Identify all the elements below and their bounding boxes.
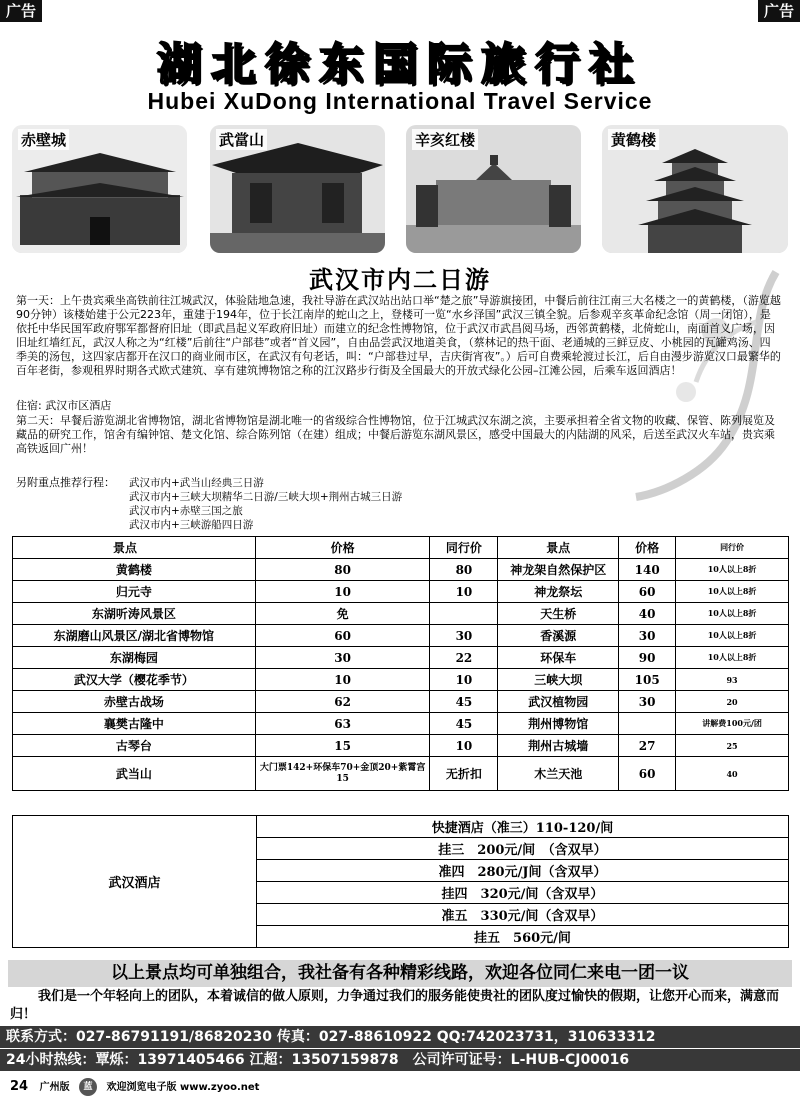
hotel-option: 挂五 560元/间 <box>257 926 789 948</box>
table-cell: 三峡大坝 <box>498 669 619 691</box>
table-cell: 93 <box>676 669 789 691</box>
slogan-band: 以上景点均可单独组合，我社备有各种精彩线路，欢迎各位同仁来电一团一议 <box>8 960 792 987</box>
table-row <box>13 669 789 691</box>
table-cell: 10人以上8折 <box>676 603 789 625</box>
price-table <box>12 536 789 791</box>
header-cell: 价格 <box>619 537 676 559</box>
itinerary-stay: 住宿: 武汉市区酒店 <box>16 399 112 412</box>
header-cell: 同行价 <box>430 537 498 559</box>
table-cell: 古琴台 <box>13 735 256 757</box>
table-cell: 80 <box>255 559 430 581</box>
photo-yellow-crane-tower <box>602 125 788 253</box>
table-cell: 10 <box>430 735 498 757</box>
table-cell: 香溪源 <box>498 625 619 647</box>
table-cell: 10 <box>255 669 430 691</box>
photo-caption: 辛亥红楼 <box>412 129 478 150</box>
photo-xinhai-red-building <box>406 125 581 253</box>
table-cell: 60 <box>619 581 676 603</box>
table-cell: 40 <box>676 757 789 791</box>
table-cell: 10 <box>255 581 430 603</box>
table-cell: 东湖听涛风景区 <box>13 603 256 625</box>
table-cell: 40 <box>619 603 676 625</box>
edition-label: 广州版 <box>39 1082 70 1093</box>
recommend-item: 武汉市内+三峡大坝精华二日游/三峡大坝+荆州古城三日游 <box>129 491 403 503</box>
photo-strip <box>12 125 788 257</box>
table-cell: 大门票142+环保车70+金顶20+紫霄宫15 <box>255 757 430 791</box>
table-row <box>13 647 789 669</box>
ad-label-right: 广告 <box>758 0 800 22</box>
table-cell <box>430 603 498 625</box>
table-row <box>13 735 789 757</box>
page-footer <box>10 1078 259 1097</box>
recommend-item: 武汉市内+武当山经典三日游 <box>129 477 264 489</box>
table-cell: 30 <box>619 625 676 647</box>
table-cell: 30 <box>255 647 430 669</box>
table-cell: 22 <box>430 647 498 669</box>
table-cell: 60 <box>255 625 430 647</box>
hotel-label: 武汉酒店 <box>13 816 257 948</box>
table-cell: 东湖梅园 <box>13 647 256 669</box>
hotel-table <box>12 815 789 948</box>
table-row <box>13 757 789 791</box>
table-row <box>13 559 789 581</box>
table-cell: 30 <box>619 691 676 713</box>
table-cell: 赤壁古战场 <box>13 691 256 713</box>
table-cell: 90 <box>619 647 676 669</box>
table-cell <box>619 713 676 735</box>
hotline-line: 24小时热线：覃烁：13971405466 江超：13507159878 公司许可证号：L-HUB-CJ00016 <box>0 1049 800 1071</box>
table-cell: 襄樊古隆中 <box>13 713 256 735</box>
table-cell: 武汉植物园 <box>498 691 619 713</box>
table-cell: 免 <box>255 603 430 625</box>
table-cell: 讲解费100元/团 <box>676 713 789 735</box>
table-cell: 140 <box>619 559 676 581</box>
table-cell: 荆州博物馆 <box>498 713 619 735</box>
header-cell: 同行价 <box>676 537 789 559</box>
table-cell: 10 <box>430 669 498 691</box>
photo-chibi-city <box>12 125 187 253</box>
table-cell: 25 <box>676 735 789 757</box>
hotel-option: 准四 280元/J间（含双早） <box>257 860 789 882</box>
table-cell: 神龙架自然保护区 <box>498 559 619 581</box>
ad-label-left: 广告 <box>0 0 42 22</box>
itinerary-day1: 第一天：上午贵宾乘坐高铁前往江城武汉，体验陆地急速，我社导游在武汉站出站口举“楚之旅”导游旗接团，中餐后前往江南三大名楼之一的黄鹤楼，（游览越90分钟）该楼始建于公元223年，重建于194年，位于长江南岸的蛇山之上，登楼可一览“水乡泽国”武汉三镇全貌。后参观辛亥革命纪念馆（周一闭馆），是依托中华民国军政府鄂军都督府旧址（即武昌起义军政府旧址）而建立的纪念性博物馆，位于武汉市武昌阅马场，西邻黄鹤楼，北倚蛇山，南面首义广场，因旧址红墙红瓦，武汉人称之为“红楼”后前往“户部巷”或者“首义园”，自由品尝武汉地道美食，（蔡林记的热干面、老通城的三鲜豆皮、小桃园的瓦罐鸡汤、四季美的汤包，这四家店都开在汉口的商业闹市区，在武汉有句老话，叫：“户部巷过早，吉庆街宵夜”。）后可自费乘轮渡过长江，后自由漫步游览汉口最繁华的百年老街，参观租界时期各式欧式建筑、享有建筑博物馆之称的江汉路步行街及全国最大的开放式绿化公园–江滩公园，后乘车返回酒店！ <box>16 294 781 377</box>
hotel-option: 准五 330元/间（含双早） <box>257 904 789 926</box>
table-row <box>13 581 789 603</box>
team-statement: 我们是一个年轻向上的团队，本着诚信的做人原则，力争通过我们的服务能使贵社的团队度过愉快的假期，让您开心而来，满意而归！ <box>10 989 780 1022</box>
table-row <box>13 625 789 647</box>
header-cell: 景点 <box>498 537 619 559</box>
agency-title-en: Hubei XuDong International Travel Service <box>147 88 653 114</box>
photo-caption: 武當山 <box>216 129 267 150</box>
table-cell: 归元寺 <box>13 581 256 603</box>
itinerary-day2: 第二天：早餐后游览湖北省博物馆，湖北省博物馆是湖北唯一的省级综合性博物馆，位于江城武汉东湖之滨，主要承担着全省文物的收藏、保管、陈列展览及藏品的研究工作，馆舍有编钟馆、楚文化馆、综合陈列馆（在建）组成；中餐后游览东湖风景区，感受中国最大的内陆湖的风采，后送至武汉火车站，贵宾乘高铁返回广州！ <box>16 414 775 455</box>
recommend-label: 另附重点推荐行程： <box>16 476 115 489</box>
table-cell: 10人以上8折 <box>676 625 789 647</box>
table-cell: 45 <box>430 691 498 713</box>
table-row <box>13 691 789 713</box>
page-number: 24 <box>10 1079 29 1094</box>
table-row <box>13 603 789 625</box>
table-cell: 105 <box>619 669 676 691</box>
table-cell: 63 <box>255 713 430 735</box>
table-cell: 80 <box>430 559 498 581</box>
contact-line: 联系方式：027-86791191/86820230 传真：027-88610922 QQ:742023731，310633312 <box>0 1026 800 1048</box>
header-cell: 价格 <box>255 537 430 559</box>
table-cell: 27 <box>619 735 676 757</box>
table-cell: 环保车 <box>498 647 619 669</box>
table-cell: 10人以上8折 <box>676 581 789 603</box>
table-cell: 神龙祭坛 <box>498 581 619 603</box>
table-cell: 黄鹤楼 <box>13 559 256 581</box>
hotel-option: 快捷酒店（准三）110-120/间 <box>257 816 789 838</box>
table-cell: 10 <box>430 581 498 603</box>
magazine-logo-icon: 蓝 <box>79 1078 97 1096</box>
table-cell: 30 <box>430 625 498 647</box>
table-cell: 62 <box>255 691 430 713</box>
table-cell: 20 <box>676 691 789 713</box>
table-cell: 15 <box>255 735 430 757</box>
table-cell: 天生桥 <box>498 603 619 625</box>
tour-title: 武汉市内二日游 <box>309 266 491 294</box>
agency-title-cn: 湖北徐东国际旅行社 <box>157 39 643 90</box>
header-cell: 景点 <box>13 537 256 559</box>
table-cell: 10人以上8折 <box>676 559 789 581</box>
photo-caption: 赤壁城 <box>18 129 69 150</box>
table-cell: 无折扣 <box>430 757 498 791</box>
website-link[interactable]: 欢迎浏览电子版 www.zyoo.net <box>106 1082 260 1093</box>
table-row <box>13 713 789 735</box>
recommend-item: 武汉市内+三峡游船四日游 <box>129 519 254 531</box>
hotel-option: 挂三 200元/间 （含双早） <box>257 838 789 860</box>
table-cell: 荆州古城墙 <box>498 735 619 757</box>
recommend-item: 武汉市内+赤壁三国之旅 <box>129 505 243 517</box>
table-cell: 木兰天池 <box>498 757 619 791</box>
hotel-option: 挂四 320元/间（含双早） <box>257 882 789 904</box>
table-header-row <box>13 537 789 559</box>
hotel-row <box>13 816 789 838</box>
table-cell: 60 <box>619 757 676 791</box>
table-cell: 武汉大学（樱花季节） <box>13 669 256 691</box>
photo-wudang <box>210 125 385 253</box>
table-cell: 东湖磨山风景区/湖北省博物馆 <box>13 625 256 647</box>
table-cell: 45 <box>430 713 498 735</box>
table-cell: 10人以上8折 <box>676 647 789 669</box>
photo-caption: 黄鹤楼 <box>608 129 659 150</box>
table-cell: 武当山 <box>13 757 256 791</box>
